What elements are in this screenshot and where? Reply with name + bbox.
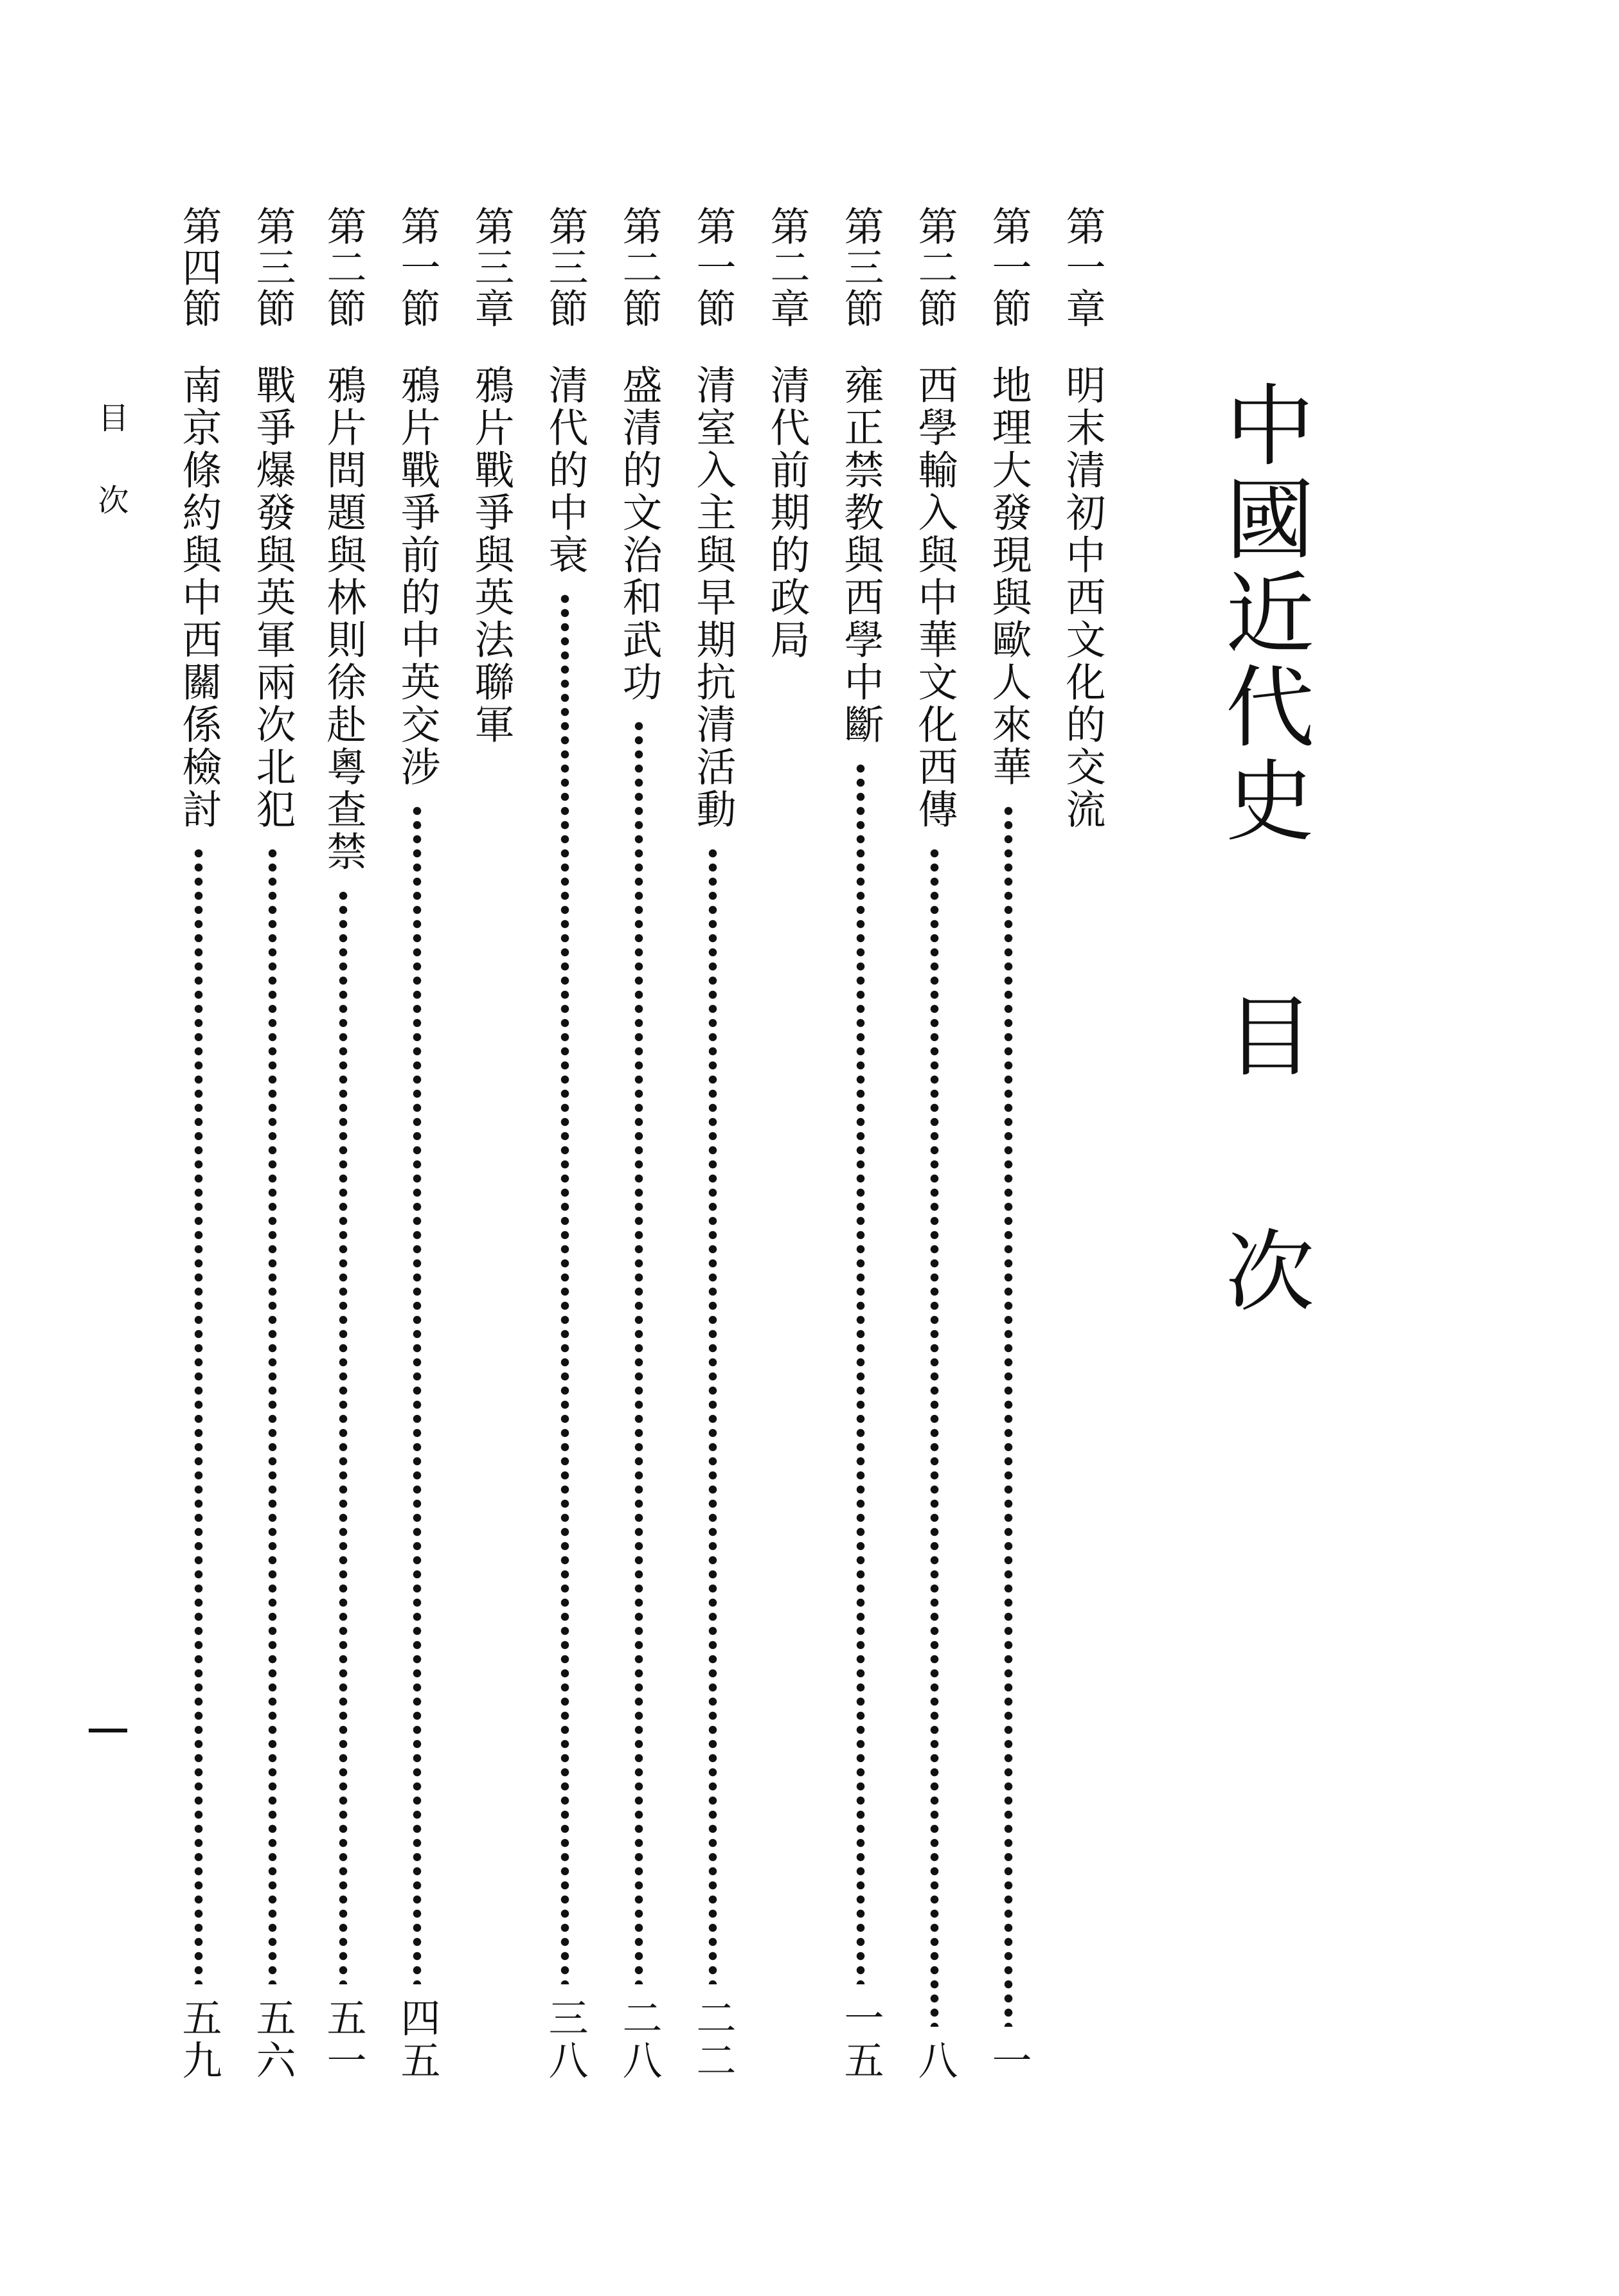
- section-title: 清代的中衰: [542, 364, 589, 576]
- page-number: 三八: [542, 1997, 589, 2082]
- section-label: 第二節: [320, 206, 367, 329]
- section-label: 第一節: [985, 206, 1032, 329]
- section-label: 第一節: [394, 206, 441, 329]
- chapter-label: 第一章: [1059, 206, 1106, 329]
- running-header: [93, 402, 129, 515]
- page-number: 八: [911, 2040, 958, 2082]
- toc-section-2-1[interactable]: [681, 206, 737, 2082]
- title-mu: 目: [1211, 990, 1314, 1083]
- section-label: 第三節: [542, 206, 589, 329]
- chapter-title: 明末清初中西文化的交流: [1059, 364, 1106, 831]
- chapter-title: 鴉片戰爭與英法聯軍: [468, 364, 515, 746]
- section-title: 地理大發現與歐人來華: [985, 364, 1032, 788]
- toc-section-2-2[interactable]: [607, 206, 663, 2082]
- section-title: 南京條約與中西關係檢討: [175, 364, 222, 831]
- section-title: 鴉片問題與林則徐赴粵查禁: [320, 364, 367, 873]
- chapter-title: 清代前期的政局: [764, 364, 810, 661]
- toc-section-3-4[interactable]: [167, 206, 222, 2082]
- toc-chapter-1[interactable]: [1051, 206, 1106, 2082]
- title-ci: 次: [1211, 1225, 1314, 1319]
- dot-leader: [179, 846, 219, 1984]
- toc-section-1-1[interactable]: [977, 206, 1032, 2082]
- section-title: 清室入主與早期抗清活動: [690, 364, 737, 831]
- page-number: 四五: [394, 1997, 441, 2082]
- chapter-label: 第二章: [764, 206, 810, 329]
- dot-leader: [253, 846, 292, 1984]
- toc-chapter-2[interactable]: [755, 206, 810, 2082]
- section-title: 盛清的文治和武功: [616, 364, 663, 704]
- page-title: [1211, 379, 1314, 1319]
- dot-leader: [915, 846, 954, 2027]
- dot-leader: [323, 889, 363, 1984]
- dot-leader: [693, 846, 733, 1984]
- section-label: 第二節: [911, 206, 958, 329]
- page-number: 五六: [249, 1997, 296, 2082]
- toc-section-2-3[interactable]: [533, 206, 589, 2082]
- toc-section-3-3[interactable]: [241, 206, 296, 2082]
- running-header-mu: 目: [93, 402, 129, 432]
- page-number: 一五: [837, 1997, 884, 2082]
- toc-section-1-2[interactable]: [903, 206, 958, 2082]
- section-label: 第三節: [837, 206, 884, 329]
- dot-leader: [397, 804, 437, 1984]
- section-title: 戰爭爆發與英軍兩次北犯: [249, 364, 296, 831]
- dot-leader: [841, 761, 881, 1984]
- section-label: 第二節: [616, 206, 663, 329]
- dot-leader: [619, 719, 659, 1984]
- toc-section-1-3[interactable]: [829, 206, 884, 2082]
- page-number: 五一: [320, 1997, 367, 2082]
- toc-section-3-1[interactable]: [386, 206, 441, 2082]
- running-header-ci: 次: [93, 484, 129, 515]
- section-title: 鴉片戰爭前的中英交涉: [394, 364, 441, 788]
- toc-chapter-3[interactable]: [460, 206, 515, 2082]
- section-label: 第四節: [175, 206, 222, 329]
- dot-leader: [988, 804, 1028, 2027]
- folio-page-number: [89, 1729, 127, 1732]
- title-main: 中國近代史: [1211, 379, 1314, 848]
- section-title: 西學輸入與中華文化西傳: [911, 364, 958, 831]
- toc-section-3-2[interactable]: [312, 206, 367, 2082]
- page-number: 二二: [690, 1997, 737, 2082]
- section-label: 第三節: [249, 206, 296, 329]
- chapter-label: 第三章: [468, 206, 515, 329]
- section-title: 雍正禁教與西學中斷: [837, 364, 884, 746]
- page-number: 一: [985, 2040, 1032, 2082]
- page-number: 五九: [175, 1997, 222, 2082]
- page-number: 二八: [616, 1997, 663, 2082]
- section-label: 第一節: [690, 206, 737, 329]
- dot-leader: [545, 592, 585, 1984]
